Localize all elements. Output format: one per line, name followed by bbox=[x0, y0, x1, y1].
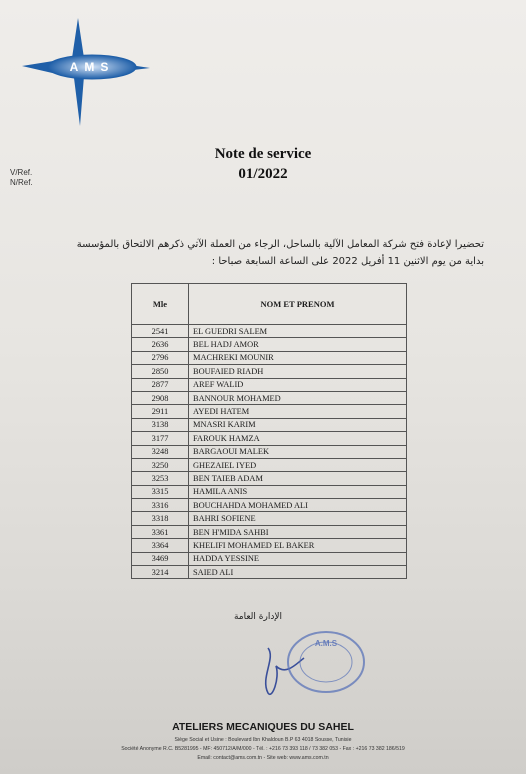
table-header-row bbox=[132, 284, 407, 325]
table-row bbox=[132, 365, 407, 378]
cell-name: AYEDI HATEM bbox=[189, 405, 407, 418]
cell-mle: 3361 bbox=[132, 525, 189, 538]
cell-mle: 3250 bbox=[132, 458, 189, 471]
cell-mle: 3248 bbox=[132, 445, 189, 458]
table-row bbox=[132, 499, 407, 512]
cell-mle: 2908 bbox=[132, 391, 189, 404]
v-ref-label: V/Ref. bbox=[10, 168, 33, 177]
table-row bbox=[132, 472, 407, 485]
table-row bbox=[132, 351, 407, 364]
cell-name: HADDA YESSINE bbox=[189, 552, 407, 565]
table-row bbox=[132, 338, 407, 351]
footer-address: Siège Social et Usine : Boulevard Ibn Khaldoun B.P 63 4018 Sousse, Tunisie bbox=[174, 737, 352, 743]
note-number: 01/2022 bbox=[238, 166, 288, 182]
cell-mle: 3364 bbox=[132, 539, 189, 552]
cell-mle: 2796 bbox=[132, 351, 189, 364]
cell-mle: 2877 bbox=[132, 378, 189, 391]
cell-name: SAIED ALI bbox=[189, 566, 407, 579]
employee-table bbox=[131, 283, 407, 579]
cell-name: BAHRI SOFIENE bbox=[189, 512, 407, 525]
ams-logo bbox=[22, 18, 152, 128]
cell-name: BANNOUR MOHAMED bbox=[189, 391, 407, 404]
table-row bbox=[132, 566, 407, 579]
cell-name: BOUCHAHDA MOHAMED ALI bbox=[189, 499, 407, 512]
cell-name: BEL HADJ AMOR bbox=[189, 338, 407, 351]
n-ref-label: N/Ref. bbox=[10, 178, 33, 187]
cell-mle: 2911 bbox=[132, 405, 189, 418]
table-row bbox=[132, 525, 407, 538]
table-row bbox=[132, 485, 407, 498]
column-header-name: NOM ET PRENOM bbox=[189, 284, 407, 325]
table-row bbox=[132, 378, 407, 391]
stamp-inner-ring bbox=[300, 642, 352, 682]
table-row bbox=[132, 325, 407, 338]
logo-text: AMS bbox=[69, 60, 115, 74]
cell-name: MNASRI KARIM bbox=[189, 418, 407, 431]
cell-mle: 3253 bbox=[132, 472, 189, 485]
table-row bbox=[132, 391, 407, 404]
page-title: Note de service bbox=[214, 146, 312, 162]
footer-legal: Société Anonyme R.C. B5281995 - MF: 450712/A/M/000 - Tél. : +216 73 393 118 / 73 382 053 - Fax : +216 73 382 186/519 bbox=[121, 746, 405, 752]
table-row bbox=[132, 539, 407, 552]
cell-mle: 2541 bbox=[132, 325, 189, 338]
table-row bbox=[132, 552, 407, 565]
column-header-mle: Mle bbox=[132, 284, 189, 325]
cell-name: AREF WALID bbox=[189, 378, 407, 391]
cell-mle: 3214 bbox=[132, 566, 189, 579]
cell-name: FAROUK HAMZA bbox=[189, 432, 407, 445]
cell-mle: 2850 bbox=[132, 365, 189, 378]
cell-mle: 3316 bbox=[132, 499, 189, 512]
table-row bbox=[132, 458, 407, 471]
table-row bbox=[132, 445, 407, 458]
cell-mle: 3469 bbox=[132, 552, 189, 565]
cell-name: KHELIFI MOHAMED EL BAKER bbox=[189, 539, 407, 552]
company-stamp bbox=[246, 618, 376, 708]
table-body bbox=[132, 325, 407, 579]
signature-stroke bbox=[266, 648, 304, 694]
footer-contact: Email: contact@ams.com.tn - Site web: www.ams.com.tn bbox=[197, 755, 329, 761]
cell-name: BEN H'MIDA SAHBI bbox=[189, 525, 407, 538]
general-management-label: الإدارة العامة bbox=[233, 612, 282, 622]
cell-mle: 3177 bbox=[132, 432, 189, 445]
body-line-1: تحضيرا لإعادة فتح شركة المعامل الآلية بالساحل، الرجاء من العملة الآتي ذكرهم الالتحاق بالمؤسسة bbox=[76, 239, 484, 250]
body-line-2: بداية من يوم الاثنين 11 أفريل 2022 على الساعة السابعة صباحا : bbox=[211, 256, 484, 267]
cell-mle: 3318 bbox=[132, 512, 189, 525]
cell-name: EL GUEDRI SALEM bbox=[189, 325, 407, 338]
cell-mle: 3315 bbox=[132, 485, 189, 498]
cell-name: BARGAOUI MALEK bbox=[189, 445, 407, 458]
stamp-text: A.M.S bbox=[314, 639, 338, 648]
footer-company-name: ATELIERS MECANIQUES DU SAHEL bbox=[172, 721, 354, 733]
cell-name: MACHREKI MOUNIR bbox=[189, 351, 407, 364]
table-row bbox=[132, 405, 407, 418]
cell-name: BOUFAIED RIADH bbox=[189, 365, 407, 378]
cell-name: HAMILA ANIS bbox=[189, 485, 407, 498]
cell-name: BEN TAIEB ADAM bbox=[189, 472, 407, 485]
table-row bbox=[132, 432, 407, 445]
table-row bbox=[132, 512, 407, 525]
cell-mle: 2636 bbox=[132, 338, 189, 351]
cell-name: GHEZAIEL IYED bbox=[189, 458, 407, 471]
cell-mle: 3138 bbox=[132, 418, 189, 431]
table-row bbox=[132, 418, 407, 431]
